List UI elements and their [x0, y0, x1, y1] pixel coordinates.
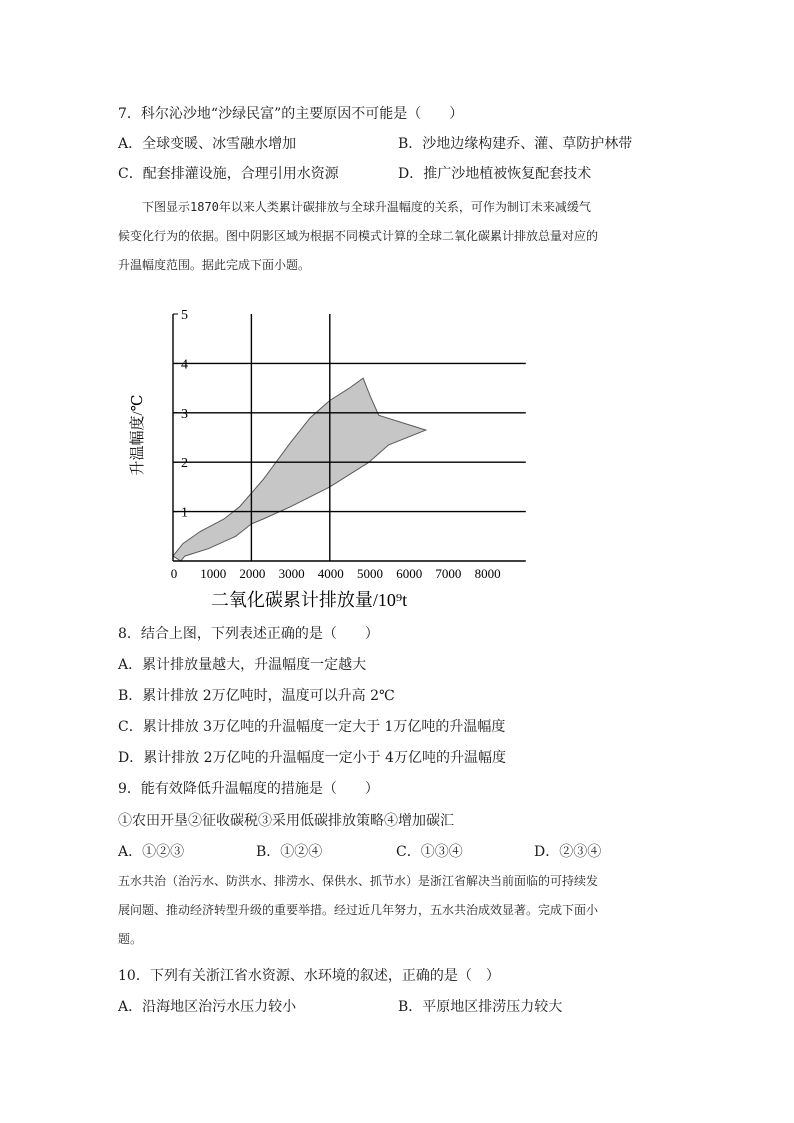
passage-climate-line-2: 候变化行为的依据。图中阴影区域为根据不同模式计算的全球二氧化碳累计排放总量对应的 — [118, 229, 599, 243]
passage-five-waters-line-2: 展问题、推动经济转型升级的重要举措。经过近几年努力，五水共治成效显著。完成下面小 — [118, 903, 599, 917]
passage-five-waters — [118, 867, 678, 954]
q8-option-b: B．累计排放 2万亿吨时，温度可以升高 2℃ — [118, 688, 395, 704]
q9-stem: 9．能有效降低升温幅度的措施是（ ） — [118, 781, 379, 797]
q9-items: ①农田开垦②征收碳税③采用低碳排放策略④增加碳汇 — [118, 813, 454, 829]
passage-climate-line-1: 下图显示1870年以来人类累计碳排放与全球升温幅度的关系，可作为制订未来减缓气 — [142, 200, 591, 214]
y-tick-label: 3 — [181, 406, 188, 422]
q9-option-a: A．①②③ — [118, 844, 185, 860]
q8-stem: 8．结合上图，下列表述正确的是（ ） — [118, 626, 379, 642]
y-tick-label: 4 — [181, 357, 188, 373]
passage-five-waters-line-3: 题。 — [118, 932, 143, 946]
q9-option-b: B．①②④ — [256, 844, 323, 860]
passage-climate-line-3: 升温幅度范围。据此完成下面小题。 — [118, 258, 311, 272]
q9-option-c: C．①③④ — [396, 844, 463, 860]
q9-option-d: D．②③④ — [534, 844, 602, 860]
q7-stem: 7．科尔沁沙地“沙绿民富”的主要原因不可能是（ ） — [118, 106, 464, 122]
q7-option-a: A．全球变暖、冰雪融水增加 — [118, 136, 297, 152]
x-tick-label: 4000 — [317, 566, 344, 581]
q7-option-d: D．推广沙地植被恢复配套技术 — [398, 166, 592, 182]
warming-range-area — [173, 378, 426, 561]
y-tick-label: 5 — [181, 308, 188, 323]
q7-option-c: C．配套排灌设施，合理引用水资源 — [118, 166, 339, 182]
plot-area — [171, 308, 526, 581]
y-tick-label: 1 — [181, 505, 188, 521]
q10-option-a: A．沿海地区治污水压力较小 — [118, 999, 297, 1015]
x-tick-label: 3000 — [278, 566, 305, 581]
q10-stem: 10．下列有关浙江省水资源、水环境的叙述，正确的是（ ） — [118, 968, 500, 984]
passage-climate — [118, 193, 678, 280]
passage-five-waters-line-1: 五水共治（治污水、防洪水、排涝水、保供水、抓节水）是浙江省解决当前面临的可持续发 — [118, 874, 599, 888]
q8-option-c: C．累计排放 3万亿吨的升温幅度一定大于 1万亿吨的升温幅度 — [118, 719, 506, 735]
x-tick-label: 2000 — [239, 566, 266, 581]
emission-warming-chart — [118, 300, 558, 618]
x-tick-label: 1000 — [200, 566, 227, 581]
x-tick-label: 8000 — [474, 566, 501, 581]
x-tick-label: 0 — [170, 566, 178, 581]
x-tick-label: 5000 — [357, 566, 383, 581]
q8-option-d: D．累计排放 2万亿吨的升温幅度一定小于 4万亿吨的升温幅度 — [118, 750, 506, 766]
y-axis-label: 升温幅度/℃ — [130, 394, 146, 476]
x-tick-label: 6000 — [396, 566, 423, 581]
q10-option-b: B．平原地区排涝压力较大 — [398, 999, 563, 1015]
x-axis-label: 二氧化碳累计排放量/10⁹t — [210, 590, 408, 610]
q7-option-b: B．沙地边缘构建乔、灌、草防护林带 — [398, 136, 633, 152]
q8-option-a: A．累计排放量越大，升温幅度一定越大 — [118, 657, 367, 673]
y-tick-label: 2 — [181, 456, 188, 472]
x-tick-label: 7000 — [435, 566, 462, 581]
